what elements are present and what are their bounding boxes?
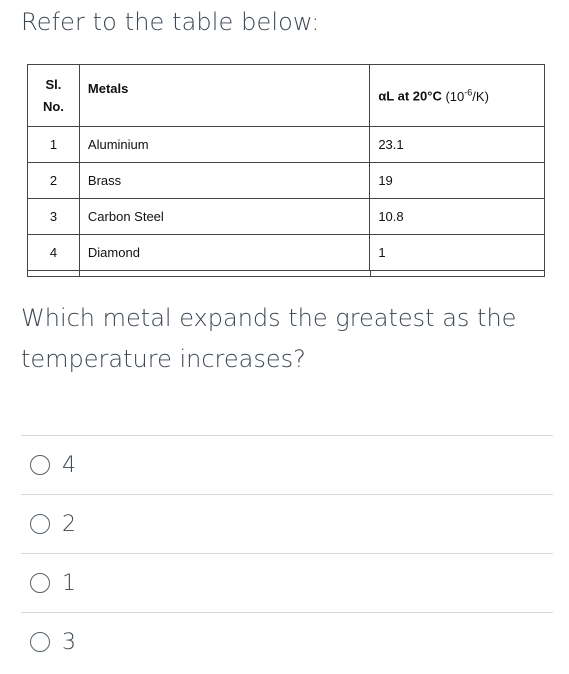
table-divider <box>370 271 371 276</box>
cell-value: 19 <box>370 163 545 199</box>
table-row <box>28 127 545 163</box>
answer-option-label: 4 <box>62 452 76 478</box>
table-row <box>28 199 545 235</box>
radio-button[interactable] <box>30 632 50 652</box>
answer-option-label: 3 <box>62 629 76 655</box>
header-sl-line1: Sl. <box>45 76 62 92</box>
header-alpha-label: αL at 20°C <box>378 88 442 104</box>
cell-metal: Brass <box>79 163 369 199</box>
answer-option-3[interactable] <box>21 612 553 671</box>
answer-option-label: 1 <box>62 570 76 596</box>
metals-table <box>27 64 546 277</box>
cell-no: 4 <box>28 235 80 271</box>
header-alpha-unit-open: (10 <box>445 88 465 104</box>
table-row <box>28 235 545 271</box>
cell-no: 3 <box>28 199 80 235</box>
answer-option-2[interactable] <box>21 494 553 553</box>
header-sl-no <box>28 65 80 127</box>
intro-text: Refer to the table below: <box>21 8 320 36</box>
table-bottom-strip <box>27 271 545 277</box>
header-metals: Metals <box>79 65 369 127</box>
cell-value: 10.8 <box>370 199 545 235</box>
radio-button[interactable] <box>30 573 50 593</box>
cell-value: 23.1 <box>370 127 545 163</box>
answer-option-4[interactable] <box>21 435 553 494</box>
cell-metal: Diamond <box>79 235 369 271</box>
header-alpha <box>370 65 545 127</box>
cell-value: 1 <box>370 235 545 271</box>
table-divider <box>79 271 80 276</box>
header-sl-line2: No. <box>42 98 64 114</box>
cell-metal: Aluminium <box>79 127 369 163</box>
answer-option-1[interactable] <box>21 553 553 612</box>
table-row <box>28 163 545 199</box>
answer-option-label: 2 <box>62 511 76 537</box>
table-header-row <box>28 65 545 127</box>
radio-button[interactable] <box>30 514 50 534</box>
cell-no: 1 <box>28 127 80 163</box>
question-text: Which metal expands the greatest as the temperature increases? <box>21 304 517 373</box>
header-alpha-unit-close: /K) <box>472 88 489 104</box>
header-alpha-exponent: -6 <box>464 87 473 98</box>
cell-no: 2 <box>28 163 80 199</box>
header-alpha-unit <box>445 89 488 104</box>
radio-button[interactable] <box>30 455 50 475</box>
cell-metal: Carbon Steel <box>79 199 369 235</box>
answer-options <box>21 435 553 671</box>
